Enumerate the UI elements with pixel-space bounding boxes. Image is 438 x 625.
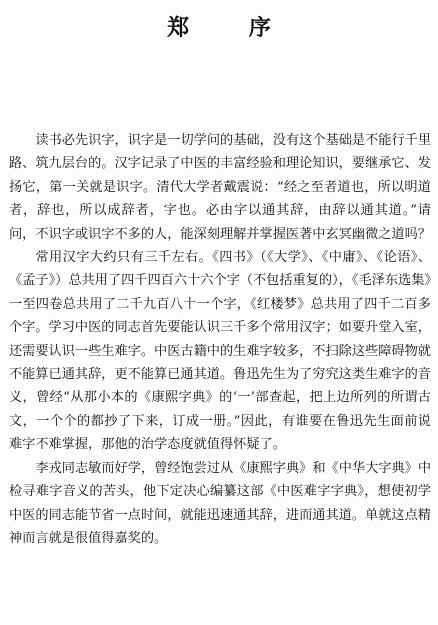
- body-text: [9, 129, 431, 550]
- paragraph: 读书必先识字，识字是一切学问的基础，没有这个基础是不能行千里路、筑九层台的。汉字记录了中医的丰富经验和理论知识，要继承它、发扬它，第一关就是识字。清代大学者戴震说：“经之至者道也，所以明道者，辞也，所以成辞者，字也。必由字以通其辞，由辞以通其道。”请问，不识字或识字不多的人，能深刻理解并掌握医著中玄冥幽微之道吗？: [9, 133, 432, 242]
- paragraph: 常用汉字大约只有三千左右。《四书》（《大学》、《中庸》、《论语》、《孟子》）总共用了四千四百六十六个字（不包括重复的），《毛泽东选集》一至四卷总共用了二千九百八十一个字，《红楼梦》总共用了四千二百多个字。学习中医的同志首先要能认识三千多个常用汉字；如要升堂入室，还需要认识一些生难字。中医古籍中的生难字较多，不扫除这些障碍物就不能算已通其辞，更不能算已通其道。鲁迅先生为了穷究这类生难字的音义，曾经“从那小本的《康熙字典》的‘一’部查起，把上边所列的所谓古文，一个个的都抄了下来，订成一册。”因此，有谁要在鲁迅先生面前说难字不难掌握，那他的治学态度就值得怀疑了。: [9, 250, 431, 453]
- paragraph: 李戎同志敏而好学，曾经饱尝过从《康熙字典》和《中华大字典》中检寻难字音义的苦头，他下定决心编纂这部《中医难字字典》，想使初学中医的同志能节省一点时间，就能迅速通其辞，进而通其道。单就这点精神而言就是很值得嘉奖的。: [9, 460, 432, 546]
- page-title: 郑 序: [167, 15, 297, 41]
